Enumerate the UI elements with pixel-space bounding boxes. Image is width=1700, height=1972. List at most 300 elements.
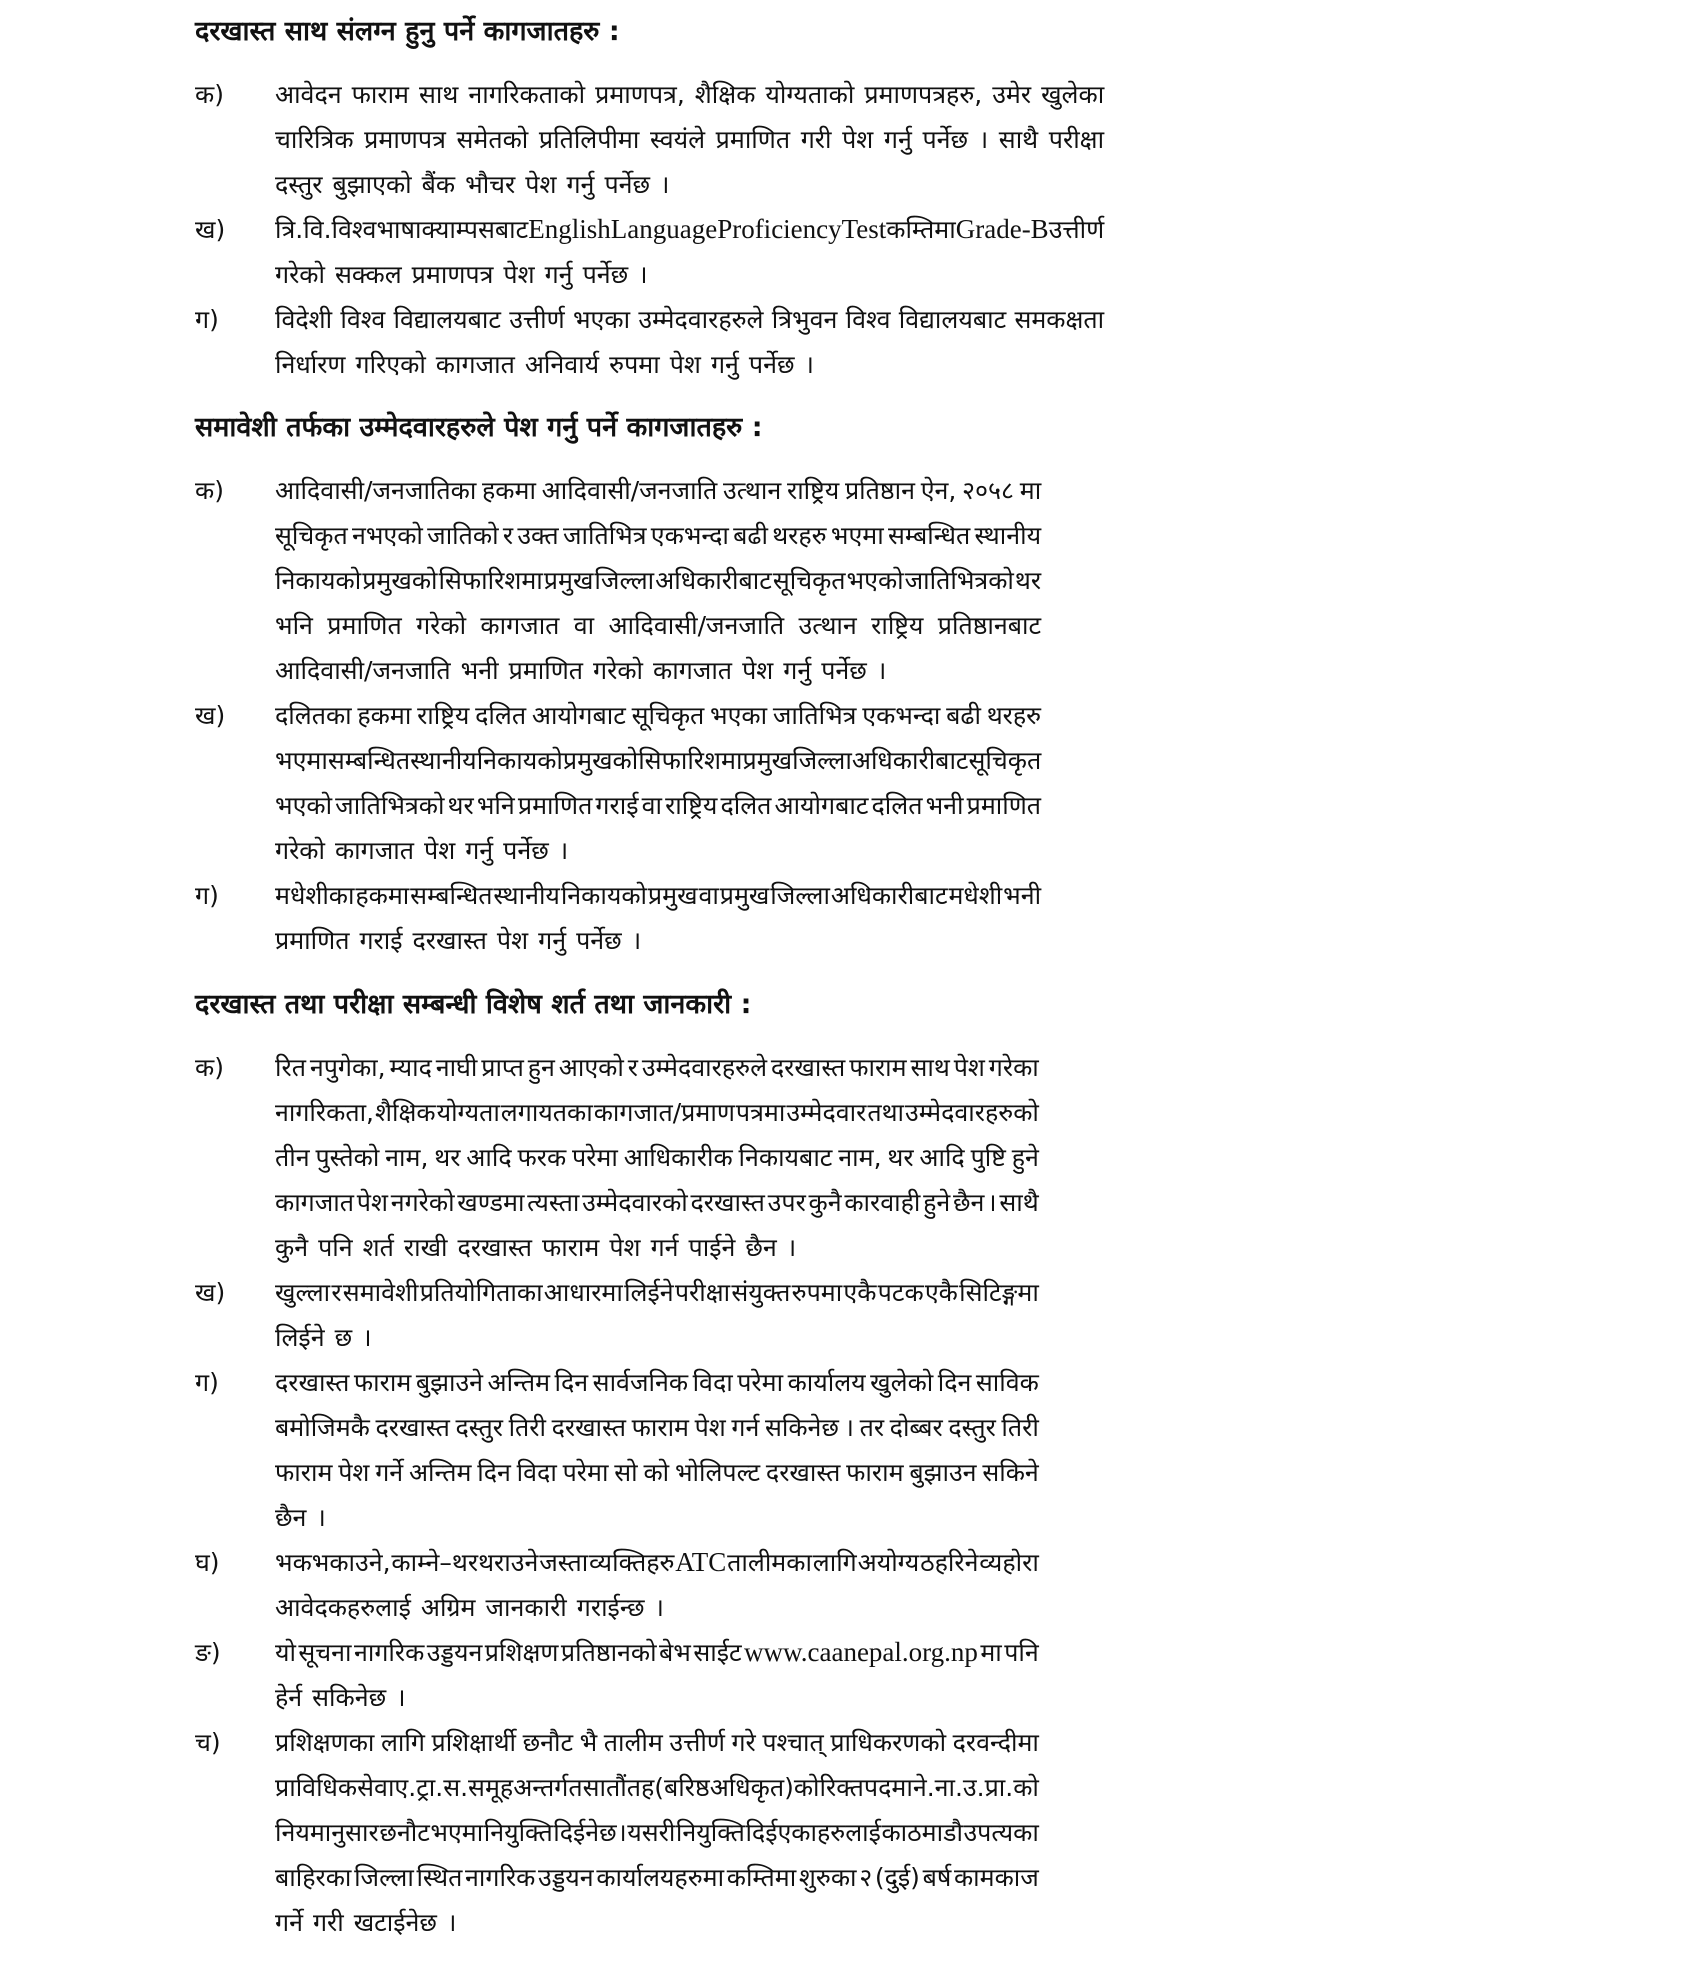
word: थर (887, 1143, 914, 1172)
word: गराई (595, 791, 639, 820)
section-heading-required-documents: दरखास्त साथ संलग्न हुनु पर्ने कागजातहरु : (195, 16, 620, 47)
word: पर्नेछ (503, 836, 549, 865)
word: दलित (720, 791, 772, 820)
word: प्रतिष्ठानबाट (937, 611, 1042, 640)
item-label: ग) (195, 881, 219, 910)
word: भनी (1003, 881, 1042, 910)
item-line (275, 1180, 1039, 1225)
word: । (638, 260, 648, 289)
item-label: क) (195, 80, 224, 109)
word: दरखास्त (765, 1458, 841, 1487)
word: पेश (842, 125, 874, 154)
word: जातिभित्रको (904, 566, 1014, 595)
word: छैन (745, 1233, 777, 1262)
word: गर्न (650, 1233, 679, 1262)
word: सेवा (357, 1773, 395, 1802)
word: जातिभित्रको (335, 791, 445, 820)
section-heading-special-conditions: दरखास्त तथा परीक्षा सम्बन्धी विशेष शर्त तथा जानकारी : (195, 989, 752, 1020)
item-line (275, 1045, 1039, 1090)
word: भनी (460, 656, 499, 685)
word: तीन (275, 1143, 310, 1172)
word: अधिकारीबाट (851, 746, 969, 775)
word: लिईने (275, 1323, 325, 1352)
word: प्रशिक्षण (484, 1638, 559, 1667)
word: सिटिङ्गमा (959, 1278, 1039, 1307)
word: साथै (999, 1188, 1039, 1217)
word: रित (275, 1053, 306, 1082)
word: यसरी (627, 1818, 676, 1847)
word: दरखास्त (770, 1053, 846, 1082)
word: विश्व (845, 305, 891, 334)
word: सिफारिशमा (438, 566, 543, 595)
word: आएको (558, 1053, 624, 1082)
word: फाराम (846, 1458, 904, 1487)
word: दलित (871, 791, 923, 820)
word: गरेको (593, 656, 644, 685)
word: आधारमा (543, 1278, 623, 1307)
word: र (627, 1053, 638, 1082)
word: दरखास्त (375, 1413, 450, 1442)
word: कुनै (808, 1188, 842, 1217)
word: भएमा (275, 746, 328, 775)
word: कागजात (275, 1188, 355, 1217)
word: फाराम (275, 1458, 333, 1487)
word: एकै (924, 1278, 958, 1307)
word: २०५८ (962, 476, 1015, 505)
word: गरेको (275, 260, 325, 289)
word: बेभ (659, 1638, 691, 1667)
item-line (275, 1675, 1039, 1720)
word: प्रमुख (543, 566, 594, 595)
word: अधिकारीबाट (830, 881, 948, 910)
word: शैक्षिक (374, 1098, 436, 1127)
word: । (786, 1233, 797, 1262)
list-item (195, 873, 1041, 963)
word: प्रमाणित (508, 656, 584, 685)
word: तालीम (603, 1728, 663, 1757)
word: दलित (475, 701, 527, 730)
word: साविक (975, 1368, 1039, 1397)
word: निर्धारण (275, 350, 346, 379)
word: गर्नु (566, 170, 595, 199)
word: उड्डयन (538, 1863, 594, 1892)
word: पेश (669, 350, 701, 379)
word: विद्यालयबाट (393, 305, 501, 334)
word: पेश (424, 836, 456, 865)
word: जातिको (427, 521, 499, 550)
word: दरखास्त (457, 1233, 532, 1262)
word: मा (1019, 476, 1042, 505)
word: कारवाही (844, 1188, 921, 1217)
item-label: ख) (195, 701, 226, 730)
word: सातौं (582, 1773, 627, 1802)
word: रिक्त (819, 1773, 864, 1802)
word: परीक्षा (674, 1278, 731, 1307)
word: दरखास्त (690, 1188, 765, 1217)
word: भएका (710, 701, 768, 730)
word: स्थित (416, 1863, 463, 1892)
item-line (275, 1135, 1039, 1180)
word: बमोजिमकै (275, 1413, 370, 1442)
word: भै (579, 1728, 598, 1757)
item-line (275, 207, 1104, 252)
word: उपत्यका (963, 1818, 1039, 1847)
word: अन्तर्गत (513, 1773, 583, 1802)
word: विदेशी (275, 305, 333, 334)
section-required-documents (195, 72, 1104, 387)
word: लगायतका (500, 1098, 593, 1127)
word: बुझाउन (909, 1458, 977, 1487)
word: उत्तीर्ण (509, 305, 565, 334)
word: प्रमाणपत्रहरु, (864, 80, 983, 109)
word: गर्न (731, 1413, 760, 1442)
word: सूचिकृत (772, 566, 846, 595)
word: स्थानीय (410, 746, 477, 775)
word: लागि (812, 1548, 857, 1577)
word: पेश (338, 1458, 370, 1487)
word: परेमा (737, 1368, 784, 1397)
word: । (446, 1908, 457, 1937)
word: www.caanepal.org.np (744, 1637, 978, 1667)
word: प्रमाणित (517, 791, 593, 820)
word: शर्त (362, 1233, 394, 1262)
list-item (195, 468, 1041, 693)
word: बढी (733, 521, 768, 550)
word: पर्नेछ (821, 656, 867, 685)
word: कागजात (653, 656, 733, 685)
item-line (275, 117, 1104, 162)
word: दिईएकाहरुलाई (745, 1818, 881, 1847)
word: क्याम्पसबाट (421, 215, 529, 244)
word: एकै (843, 1278, 877, 1307)
word: खुलेका (1041, 80, 1105, 109)
word: पनि (1004, 1638, 1039, 1667)
word: सार्वजनिक (592, 1368, 689, 1397)
word: कागजात (435, 350, 515, 379)
item-line (275, 1900, 1039, 1945)
word: दलितका (275, 701, 352, 730)
word: एकभन्दा (650, 521, 729, 550)
word: दरखास्त (551, 1413, 626, 1442)
word: उत्थान (723, 476, 782, 505)
word: व्यक्तिहरु (589, 1548, 675, 1577)
word: पुस्तेको (315, 1143, 380, 1172)
item-line (275, 648, 1041, 693)
item-line (275, 693, 1041, 738)
word: भएमा (430, 1818, 484, 1847)
word: अयोग्य (857, 1548, 920, 1577)
word: राष्ट्रिय (871, 611, 924, 640)
item-line (275, 828, 1041, 873)
word: विदा (516, 1458, 557, 1487)
word: साईट (693, 1638, 742, 1667)
word: हुने (1011, 1143, 1039, 1172)
word: गरेका (988, 1053, 1039, 1082)
word: प्रतिलिपीमा (538, 125, 640, 154)
word: त्रि.वि. (275, 215, 332, 244)
word: विदा (692, 1368, 733, 1397)
word: प्रमुखको (562, 746, 639, 775)
word: खण्डमा (457, 1188, 525, 1217)
word: आवेदकहरुलाई (275, 1593, 411, 1622)
word: भएको (846, 566, 904, 595)
word: नागरिक (465, 1863, 536, 1892)
word: खुल्ला (275, 1278, 331, 1307)
word: परीक्षा (1048, 125, 1105, 154)
word: जातिभित्र (772, 701, 857, 730)
word: र (502, 521, 514, 550)
word: परेमा (572, 1143, 618, 1172)
word: संयुक्त (731, 1278, 791, 1307)
item-line (275, 603, 1041, 648)
word: पर्नेछ (576, 926, 622, 955)
word: दिन (937, 1368, 972, 1397)
item-line (275, 468, 1041, 513)
item-label: ङ) (195, 1638, 221, 1667)
word: जिल्ला (770, 881, 830, 910)
word: छैन (275, 1503, 307, 1532)
word: खुलेको (870, 1368, 934, 1397)
word: साथ (910, 1053, 950, 1082)
word: दरवन्दीमा (952, 1728, 1039, 1757)
word: लिईने (624, 1278, 674, 1307)
word: स्थानीय (493, 881, 560, 910)
word: प्राधिकरणको (830, 1728, 947, 1757)
item-line (275, 1765, 1039, 1810)
word: चारित्रिक (275, 125, 354, 154)
word: सो (614, 1458, 638, 1487)
word: जिल्ला (792, 746, 852, 775)
item-line (275, 1225, 1039, 1270)
word: बढी (946, 701, 981, 730)
word: (बरिष्ठ (654, 1773, 710, 1802)
word: हुने (923, 1188, 951, 1217)
word: यो (275, 1638, 296, 1667)
word: मा (980, 1638, 1002, 1667)
item-label: ख) (195, 215, 226, 244)
word: जिल्ला (354, 1863, 414, 1892)
word: रुपमा (609, 350, 660, 379)
word: छैन (953, 1188, 985, 1217)
list-item (195, 1045, 1039, 1270)
word: हकमा (357, 701, 412, 730)
word: प्रमाणपत्र, (595, 80, 685, 109)
word: आदि (466, 1143, 512, 1172)
item-line (275, 918, 1041, 963)
word: । (617, 1818, 627, 1847)
word: भकभकाउने, (275, 1548, 391, 1577)
word: उम्मेदवार (786, 1098, 867, 1127)
item-line (275, 162, 1104, 207)
list-item (195, 1270, 1039, 1360)
word: दिईनेछ (553, 1818, 617, 1847)
item-label: ग) (195, 1368, 219, 1397)
word: पर्नेछ (748, 350, 795, 379)
word: नियुक्ति (483, 1818, 553, 1847)
word: Language (610, 214, 718, 244)
item-line (275, 297, 1104, 342)
word: नाम, (838, 1143, 882, 1172)
word: कागजात (334, 836, 415, 865)
word: को (643, 1458, 670, 1487)
word: राष्ट्रिय (665, 791, 718, 820)
word: आदि (919, 1143, 965, 1172)
item-label: च) (195, 1728, 221, 1757)
word: अन्तिम (487, 1368, 551, 1397)
word: गरी (800, 125, 832, 154)
word: गरे (731, 1728, 756, 1757)
word: योग्यताको (765, 80, 855, 109)
word: । (987, 1188, 997, 1217)
word: राखी (403, 1233, 448, 1262)
word: उम्मेदवारको (582, 1188, 688, 1217)
word: उत्तीर्ण (1048, 215, 1105, 244)
word: उत्तीर्ण (669, 1728, 725, 1757)
word: आदिवासी/जनजाति (541, 476, 718, 505)
word: छ (334, 1323, 353, 1352)
word: सूचिकृत (275, 521, 348, 550)
word: प्रशिक्षार्थी (431, 1728, 517, 1757)
word: वा (641, 791, 662, 820)
item-label: ख) (195, 1278, 226, 1307)
word: पेश (609, 1233, 641, 1262)
word: गरिएको (355, 350, 426, 379)
word: गरेको (416, 611, 467, 640)
word: तिरी (508, 1413, 546, 1442)
word: आदिवासी/जनजाति (275, 656, 451, 685)
word: फाराम (353, 1368, 412, 1397)
word: गराईन्छ (576, 1593, 645, 1622)
word: मधेशीका (275, 881, 355, 910)
word: काठमाडौ (881, 1818, 963, 1847)
word: थर (1014, 566, 1042, 595)
word: प्रमुख (719, 881, 770, 910)
word: । (876, 656, 887, 685)
word: प्रमाणित (327, 611, 402, 640)
word: तालीमका (727, 1548, 812, 1577)
word: फाराम (849, 1053, 907, 1082)
word: उपर (767, 1188, 806, 1217)
word: प्रमुखको (362, 566, 438, 595)
word: निकायको (560, 881, 648, 910)
word: राष्ट्रिय (786, 476, 840, 505)
item-line (275, 1315, 1039, 1360)
word: नाम, (385, 1143, 429, 1172)
section-heading-inclusive-documents: समावेशी तर्फका उम्मेदवारहरुले पेश गर्नु पर्ने कागजातहरु : (195, 412, 763, 443)
word: राष्ट्रिय (417, 701, 470, 730)
word: गर्नु (538, 926, 567, 955)
word: वा (573, 611, 595, 640)
word: । (804, 350, 814, 379)
word: छनौट (379, 1818, 430, 1847)
word: निकायको (275, 566, 362, 595)
word: आवेदन (275, 80, 342, 109)
word: पश्चात् (762, 1728, 824, 1757)
item-line (275, 1360, 1039, 1405)
list-item (195, 207, 1104, 297)
word: सकिने (982, 1458, 1039, 1487)
word: (दुई) (874, 1863, 920, 1892)
word: रुपमा (791, 1278, 843, 1307)
word: । (654, 1593, 664, 1622)
word: प्रमाणपत्र (364, 125, 446, 154)
word: कुनै (275, 1233, 309, 1262)
word: अधिकारीबाट (655, 566, 772, 595)
word: साथै (998, 125, 1039, 154)
word: पुष्टि (970, 1143, 1006, 1172)
word: प्रतिष्ठानको (560, 1638, 657, 1667)
word: प्रमाणित (715, 125, 791, 154)
word: प्रमुख (742, 746, 793, 775)
word: आयोगबाट (774, 791, 869, 820)
word: दस्तुर (455, 1413, 503, 1442)
word: प्रतियोगिताका (419, 1278, 543, 1307)
word: ए.ट्रा.स.समूह (394, 1773, 514, 1802)
word: खटाईनेछ (353, 1908, 437, 1937)
list-item (195, 1720, 1039, 1945)
word: पनि (318, 1233, 353, 1262)
item-label: क) (195, 1053, 224, 1082)
word: फरक (517, 1143, 567, 1172)
word: गर्नु (544, 260, 573, 289)
word: दस्तुर (948, 1413, 996, 1442)
item-line (275, 1810, 1039, 1855)
item-line (275, 1855, 1039, 1900)
item-line (275, 1585, 1039, 1630)
item-line (275, 558, 1041, 603)
word: नियुक्ति (675, 1818, 745, 1847)
word: तह (626, 1773, 655, 1802)
word: नाघी (435, 1053, 478, 1082)
word: नपुगेका, (309, 1053, 386, 1082)
word: जिल्ला (594, 566, 655, 595)
item-line (275, 1450, 1039, 1495)
word: पेश (525, 170, 557, 199)
word: भएको (275, 791, 333, 820)
word: आदिवासी/जनजाति (608, 611, 785, 640)
list-item (195, 1540, 1039, 1630)
word: उत्थान (798, 611, 857, 640)
word: लागि (380, 1728, 425, 1757)
word: शुरुका (798, 1863, 857, 1892)
word: फाराम (351, 80, 410, 109)
word: । (844, 1413, 854, 1442)
word: भनी (925, 791, 964, 820)
word: । (631, 926, 642, 955)
word: । (660, 170, 670, 199)
word: बाहिरका (275, 1863, 352, 1892)
word: गर्नु (883, 125, 912, 154)
word: भोलिपल्ट (674, 1458, 761, 1487)
word: त्यस्ता (527, 1188, 580, 1217)
word: साथ (419, 80, 459, 109)
word: सूचिकृत (968, 746, 1042, 775)
word: हकमा (355, 881, 410, 910)
word: त्रिभुवन (771, 305, 838, 334)
item-line (275, 1090, 1039, 1135)
word: पटक (877, 1278, 924, 1307)
item-line (275, 1405, 1039, 1450)
word: प्रमाणित (275, 926, 350, 955)
word: र (331, 1278, 342, 1307)
word: अग्रिम (420, 1593, 476, 1622)
word: नभएको (351, 521, 423, 550)
word: बैंक (421, 170, 456, 199)
word: म्याद (389, 1053, 432, 1082)
item-line (275, 783, 1041, 828)
word: कार्यालयहरुमा (596, 1863, 725, 1892)
item-line (275, 1495, 1039, 1540)
